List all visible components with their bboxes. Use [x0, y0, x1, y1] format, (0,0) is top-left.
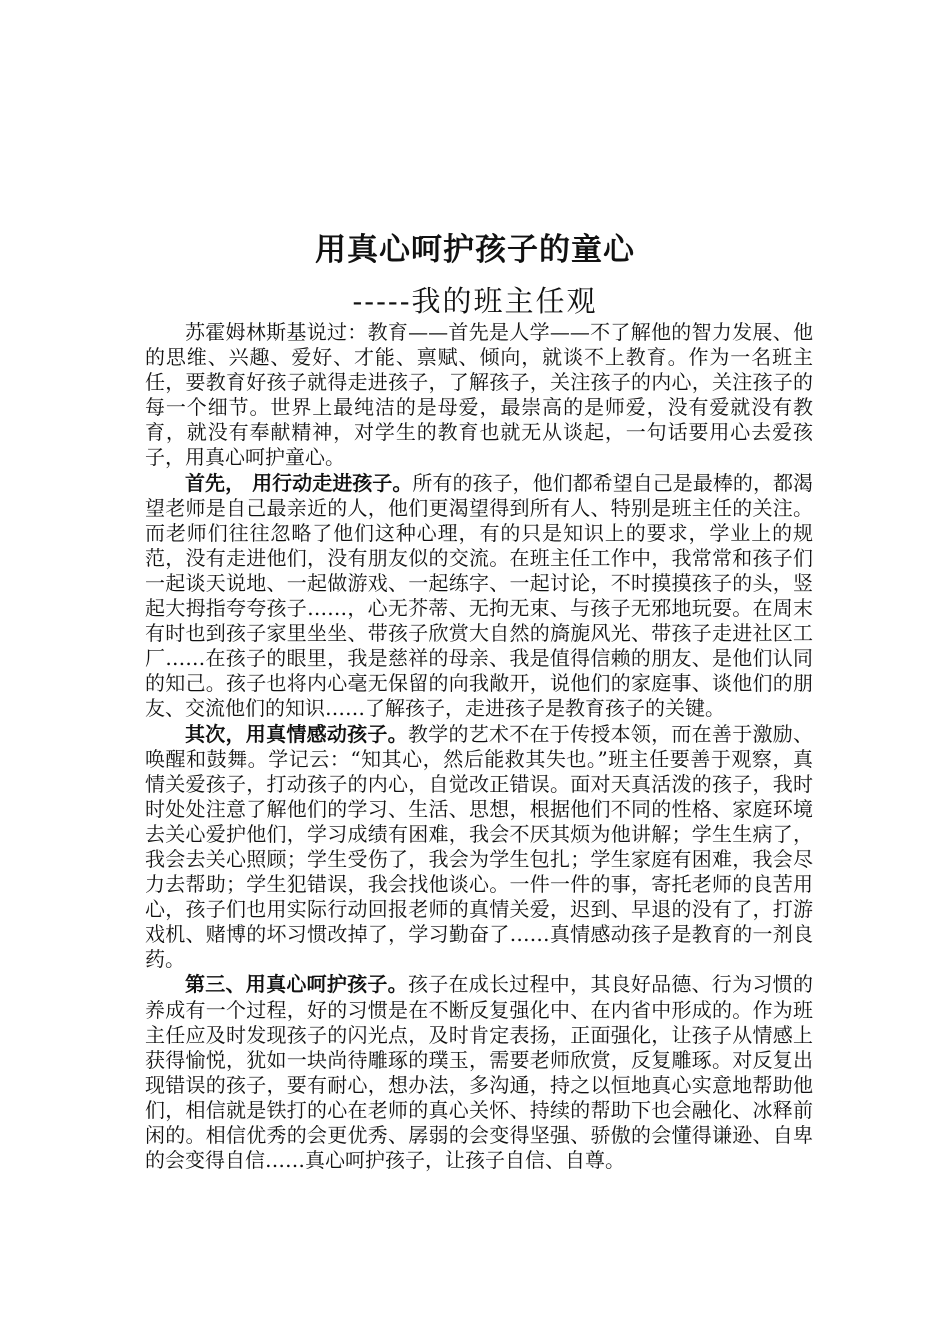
article-body	[145, 320, 813, 1173]
page-subtitle: -----我的班主任观	[352, 284, 598, 318]
paragraph-first-point	[145, 471, 813, 722]
paragraph-second-point	[145, 722, 813, 973]
paragraph-lead: 其次，用真情感动孩子。	[185, 721, 408, 746]
paragraph-text: 所有的孩子，他们都希望自己是最棒的，都渴望老师是自己最亲近的人，他们更渴望得到所有人、特别是班主任的关注。而老师们往往忽略了他们这种心理，有的只是知识上的要求，学业上的规范，没有走进他们，没有朋友似的交流。在班主任工作中，我常常和孩子们一起谈天说地、一起做游戏、一起练字、一起讨论，不时摸摸孩子的头，竖起大拇指夸夸孩子……，心无芥蒂、无拘无束、与孩子无邪地玩耍。在周末有时也到孩子家里坐坐、带孩子欣赏大自然的旖旎风光、带孩子走进社区工厂……在孩子的眼里，我是慈祥的母亲、我是值得信赖的朋友、是他们认同的知己。孩子也将内心毫无保留的向我敞开，说他们的家庭事、谈他们的朋友、交流他们的知识……了解孩子，走进孩子是教育孩子的关键。	[145, 470, 814, 721]
page-title: 用真心呵护孩子的童心	[315, 232, 635, 268]
paragraph-lead: 首先， 用行动走进孩子。	[185, 470, 413, 495]
paragraph-intro	[145, 320, 813, 471]
paragraph-lead: 第三、用真心呵护孩子。	[185, 972, 408, 997]
paragraph-text: 苏霍姆林斯基说过：教育——首先是人学——不了解他的智力发展、他的思维、兴趣、爱好、才能、禀赋、倾向，就谈不上教育。作为一名班主任，要教育好孩子就得走进孩子，了解孩子，关注孩子的内心，关注孩子的每一个细节。世界上最纯洁的是母爱，最崇高的是师爱，没有爱就没有教育，就没有奉献精神，对学生的教育也就无从谈起，一句话要用心去爱孩子，用真心呵护童心。	[145, 320, 813, 470]
paragraph-text: 孩子在成长过程中，其良好品德、行为习惯的养成有一个过程，好的习惯是在不断反复强化中、在内省中形成的。作为班主任应及时发现孩子的闪光点，及时肯定表扬，正面强化，让孩子从情感上获得愉悦，犹如一块尚待雕琢的璞玉，需要老师欣赏，反复雕琢。对反复出现错误的孩子，要有耐心，想办法，多沟通，持之以恒地真心实意地帮助他们，相信就是铁打的心在老师的真心关怀、持续的帮助下也会融化、冰释前闲的。相信优秀的会更优秀、孱弱的会变得坚强、骄傲的会懂得谦逊、自卑的会变得自信……真心呵护孩子，让孩子自信、自尊。	[145, 972, 814, 1173]
paragraph-text: 教学的艺术不在于传授本领，而在善于激励、唤醒和鼓舞。学记云：“知其心，然后能救其失也。”班主任要善于观察，真情关爱孩子，打动孩子的内心，自觉改正错误。面对天真活泼的孩子，我时时处处注意了解他们的学习、生活、思想，根据他们不同的性格、家庭环境去关心爱护他们，学习成绩有困难，我会不厌其烦为他讲解；学生生病了，我会去关心照顾；学生受伤了，我会为学生包扎；学生家庭有困难，我会尽力去帮助；学生犯错误，我会找他谈心。一件一件的事，寄托老师的良苦用心，孩子们也用实际行动回报老师的真情关爱，迟到、早退的没有了，打游戏机、赌博的坏习惯改掉了，学习勤奋了……真情感动孩子是教育的一剂良药。	[145, 721, 814, 972]
paragraph-third-point	[145, 972, 813, 1173]
